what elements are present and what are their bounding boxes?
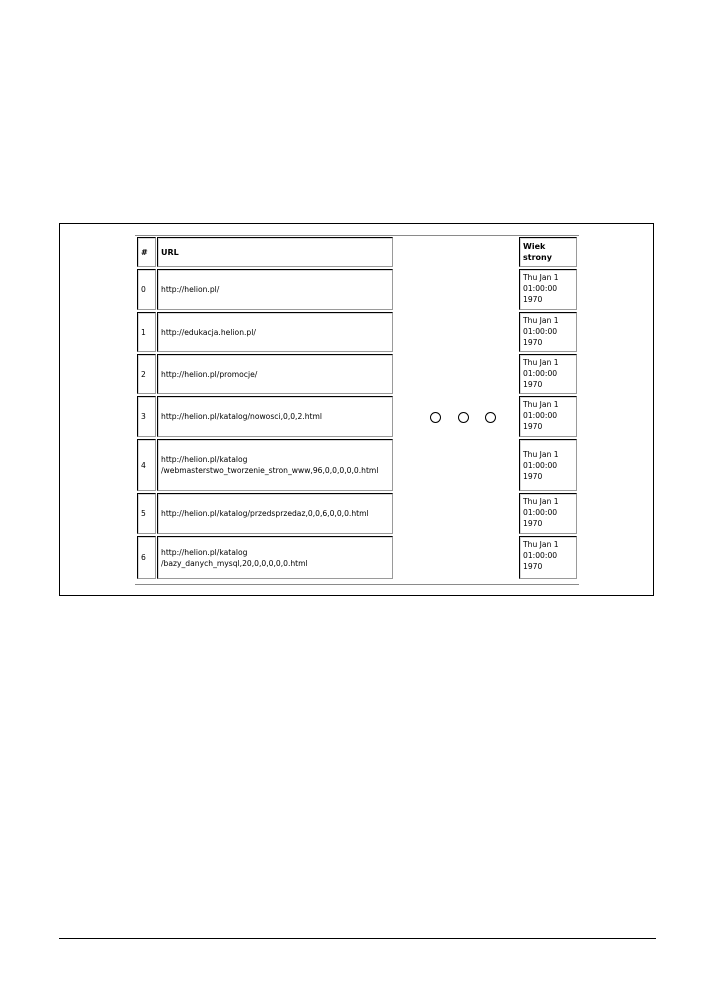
url-link[interactable]: http://helion.pl/katalog/nowosci,0,0,2.html	[161, 412, 323, 421]
header-url: URL	[161, 247, 179, 257]
header-num-cell	[137, 237, 156, 267]
circle-icon	[485, 412, 496, 423]
age-line: Thu Jan 1	[523, 358, 559, 367]
row-age-cell	[519, 396, 577, 437]
row-num-cell	[137, 439, 156, 491]
row-url-cell[interactable]	[157, 269, 393, 310]
row-num-cell	[137, 493, 156, 534]
url-link[interactable]: http://edukacja.helion.pl/	[161, 327, 256, 337]
row-num: 3	[141, 412, 146, 421]
url-link[interactable]: http://helion.pl/katalog	[161, 455, 248, 464]
age-line: Thu Jan 1	[523, 316, 559, 325]
row-num-cell	[137, 312, 156, 352]
footer-rule	[59, 938, 656, 939]
url-link[interactable]: http://helion.pl/katalog/przedsprzedaz,0,0,6,0,0,0.html	[161, 509, 369, 518]
row-url-cell[interactable]	[157, 312, 393, 352]
row-num-cell	[137, 354, 156, 394]
age-line: Thu Jan 1	[523, 540, 559, 549]
age-line: 01:00:00	[523, 508, 558, 517]
row-num: 1	[141, 327, 146, 337]
age-line: 1970	[523, 338, 543, 347]
row-url-cell[interactable]	[157, 354, 393, 394]
age-line: Thu Jan 1	[523, 449, 559, 459]
row-num: 5	[141, 509, 146, 518]
circle-icon	[430, 412, 441, 423]
age-line: Thu Jan 1	[523, 497, 559, 506]
url-link[interactable]: http://helion.pl/promocje/	[161, 369, 258, 379]
row-num-cell	[137, 536, 156, 579]
age-line: 1970	[523, 471, 543, 481]
circle-icon	[458, 412, 469, 423]
row-url-cell[interactable]	[157, 396, 393, 437]
age-line: 1970	[523, 422, 543, 431]
row-num: 2	[141, 369, 146, 379]
header-num: #	[141, 247, 148, 257]
row-num: 4	[141, 460, 146, 470]
age-line: 1970	[523, 380, 543, 389]
row-num: 0	[141, 285, 146, 294]
age-line: 01:00:00	[523, 284, 558, 293]
header-url-cell	[157, 237, 393, 267]
age-line: 1970	[523, 519, 543, 528]
row-age-cell	[519, 536, 577, 579]
age-line: 01:00:00	[523, 460, 558, 470]
row-age-cell	[519, 354, 577, 394]
url-link-continuation[interactable]: /webmasterstwo_tworzenie_stron_www,96,0,0,0,0,0.html	[161, 466, 379, 475]
three-circles-ellipsis-icon	[430, 409, 496, 425]
row-url-cell[interactable]	[157, 439, 393, 491]
row-url-cell[interactable]	[157, 536, 393, 579]
age-line: 1970	[523, 562, 543, 571]
row-num: 6	[141, 553, 146, 562]
header-age-cell	[519, 237, 577, 267]
url-link[interactable]: http://helion.pl/	[161, 285, 220, 294]
age-line: 01:00:00	[523, 551, 558, 560]
age-line: 01:00:00	[523, 411, 558, 420]
age-line: Thu Jan 1	[523, 273, 559, 282]
row-num-cell	[137, 269, 156, 310]
row-age-cell	[519, 493, 577, 534]
age-line: 01:00:00	[523, 327, 558, 336]
age-line: 1970	[523, 295, 543, 304]
row-age-cell	[519, 439, 577, 491]
age-line: 01:00:00	[523, 369, 558, 378]
header-age: Wiek strony	[523, 242, 552, 262]
row-url-cell[interactable]	[157, 493, 393, 534]
age-line: Thu Jan 1	[523, 400, 559, 409]
url-link-continuation[interactable]: /bazy_danych_mysql,20,0,0,0,0,0.html	[161, 558, 308, 568]
url-link[interactable]: http://helion.pl/katalog	[161, 547, 248, 557]
row-age-cell	[519, 312, 577, 352]
row-age-cell	[519, 269, 577, 310]
row-num-cell	[137, 396, 156, 437]
